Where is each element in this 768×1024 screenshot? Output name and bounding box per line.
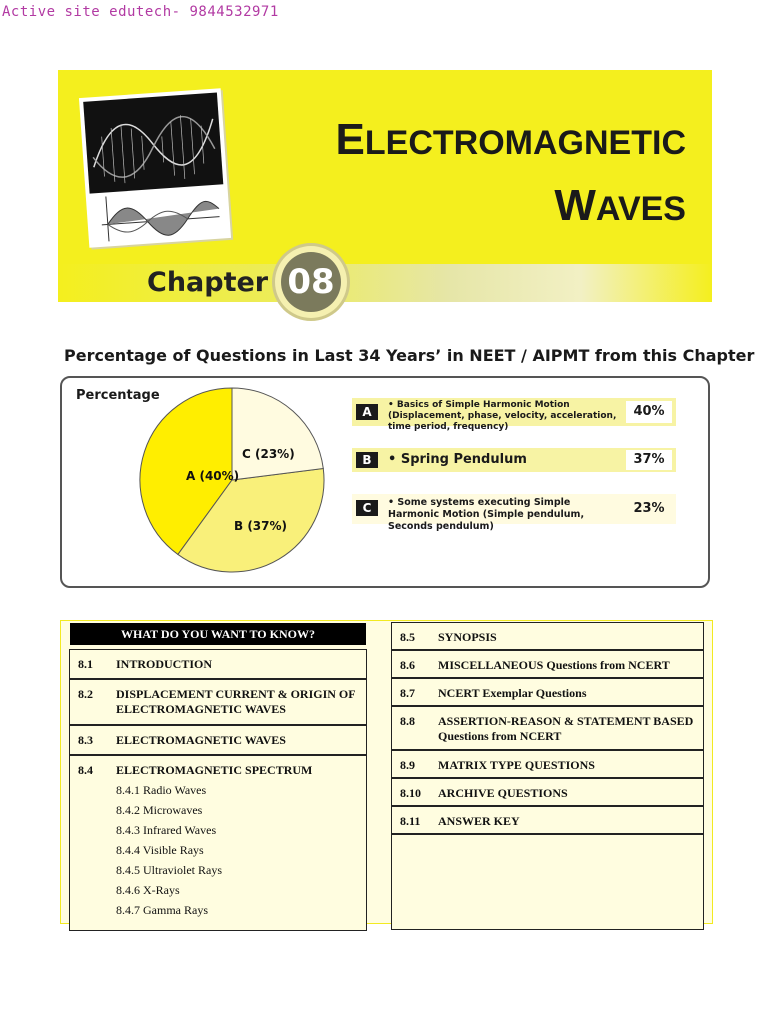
contents-item-8-3[interactable]: [69, 725, 367, 755]
legend-pct-b: 37%: [626, 450, 672, 470]
legend-pct-a: 40%: [626, 401, 672, 423]
item-number: 8.10: [400, 786, 421, 800]
contents-item-8-7[interactable]: [391, 678, 704, 706]
item-number: 8.9: [400, 758, 415, 772]
item-number: 8.3: [78, 733, 93, 747]
item-text: ARCHIVE QUESTIONS: [438, 786, 568, 800]
item-text: INTRODUCTION: [116, 657, 213, 671]
chapter-title: [336, 112, 686, 244]
title-initial-e: E: [335, 115, 365, 164]
item-text: ELECTROMAGNETIC SPECTRUM: [116, 763, 313, 777]
legend-letter-b: B: [356, 452, 378, 468]
item-text: ELECTROMAGNETIC WAVES: [116, 733, 286, 747]
subtopic-item[interactable]: 8.4.4 Visible Rays: [116, 843, 204, 857]
title-rest-lectromagnetic: LECTROMAGNETIC: [364, 124, 686, 162]
legend-row-a: [352, 398, 676, 432]
title-rest-aves: AVES: [595, 190, 686, 228]
subtopic-item[interactable]: 8.4.3 Infrared Waves: [116, 823, 217, 837]
chapter-label: Chapter: [147, 267, 269, 298]
legend-topic-a: • Basics of Simple Harmonic Motion (Displacement, phase, velocity, acceleration, time period, frequency): [388, 400, 617, 432]
chapter-number: 08: [281, 252, 341, 312]
pie-chart: [136, 384, 336, 584]
subtopic-item[interactable]: 8.4.6 X-Rays: [116, 883, 180, 897]
pie-label-c: C (23%): [242, 447, 295, 461]
pie-label-a: A (40%): [186, 469, 240, 483]
title-initial-w: W: [554, 181, 596, 230]
contents-item-8-11[interactable]: [391, 806, 704, 834]
legend-letter-c: C: [356, 500, 378, 516]
percentage-heading: Percentage of Questions in Last 34 Years’ in NEET / AIPMT from this Chapter: [64, 346, 755, 365]
item-text: NCERT Exemplar Questions: [438, 686, 587, 700]
item-number: 8.7: [400, 686, 415, 700]
contents-item-8-8[interactable]: [391, 706, 704, 750]
legend-topic-c: • Some systems executing Simple Harmonic Motion (Simple pendulum, Seconds pendulum): [388, 497, 585, 532]
subtopic-item[interactable]: 8.4.5 Ultraviolet Rays: [116, 863, 222, 877]
legend-letter-a: A: [356, 404, 378, 420]
subtopic-item[interactable]: 8.4.7 Gamma Rays: [116, 903, 208, 917]
item-number: 8.2: [78, 687, 93, 701]
item-number: 8.4: [78, 763, 93, 777]
item-text: MISCELLANEOUS Questions from NCERT: [438, 658, 670, 672]
subtopic-list: [116, 780, 222, 920]
chapter-number-badge: [275, 246, 347, 318]
item-number: 8.8: [400, 714, 415, 728]
legend-pct-c: 23%: [633, 501, 665, 516]
item-number: 8.11: [400, 814, 421, 828]
item-text: MATRIX TYPE QUESTIONS: [438, 758, 595, 772]
item-text: ASSERTION-REASON & STATEMENT BASED Questions from NCERT: [438, 714, 694, 743]
pie-slice-c: [232, 388, 323, 480]
contents-item-8-4[interactable]: [69, 755, 367, 931]
legend-row-c: [352, 494, 676, 532]
pie-label-b: B (37%): [234, 519, 288, 533]
contents-item-8-2[interactable]: [69, 679, 367, 725]
contents-empty-cell: [391, 834, 704, 930]
subtopic-item[interactable]: 8.4.1 Radio Waves: [116, 783, 207, 797]
item-text: DISPLACEMENT CURRENT & ORIGIN OF ELECTROMAGNETIC WAVES: [116, 687, 356, 716]
chart-box: [60, 376, 710, 588]
contents-heading: WHAT DO YOU WANT TO KNOW?: [70, 623, 366, 645]
contents-item-8-1[interactable]: [69, 649, 367, 679]
chart-title: Percentage: [76, 388, 160, 403]
item-number: 8.6: [400, 658, 415, 672]
item-text: SYNOPSIS: [438, 630, 497, 644]
contents-item-8-6[interactable]: [391, 650, 704, 678]
contents-item-8-9[interactable]: [391, 750, 704, 778]
legend-topic-b: • Spring Pendulum: [388, 452, 527, 467]
contents-item-8-10[interactable]: [391, 778, 704, 806]
legend-row-b: [352, 448, 676, 472]
item-number: 8.1: [78, 657, 93, 671]
watermark-text: Active site edutech- 9844532971: [2, 4, 279, 20]
item-number: 8.5: [400, 630, 415, 644]
subtopic-item[interactable]: 8.4.2 Microwaves: [116, 803, 203, 817]
item-text: ANSWER KEY: [438, 814, 520, 828]
contents-item-8-5[interactable]: [391, 622, 704, 650]
em-wave-illustration: [79, 88, 231, 248]
